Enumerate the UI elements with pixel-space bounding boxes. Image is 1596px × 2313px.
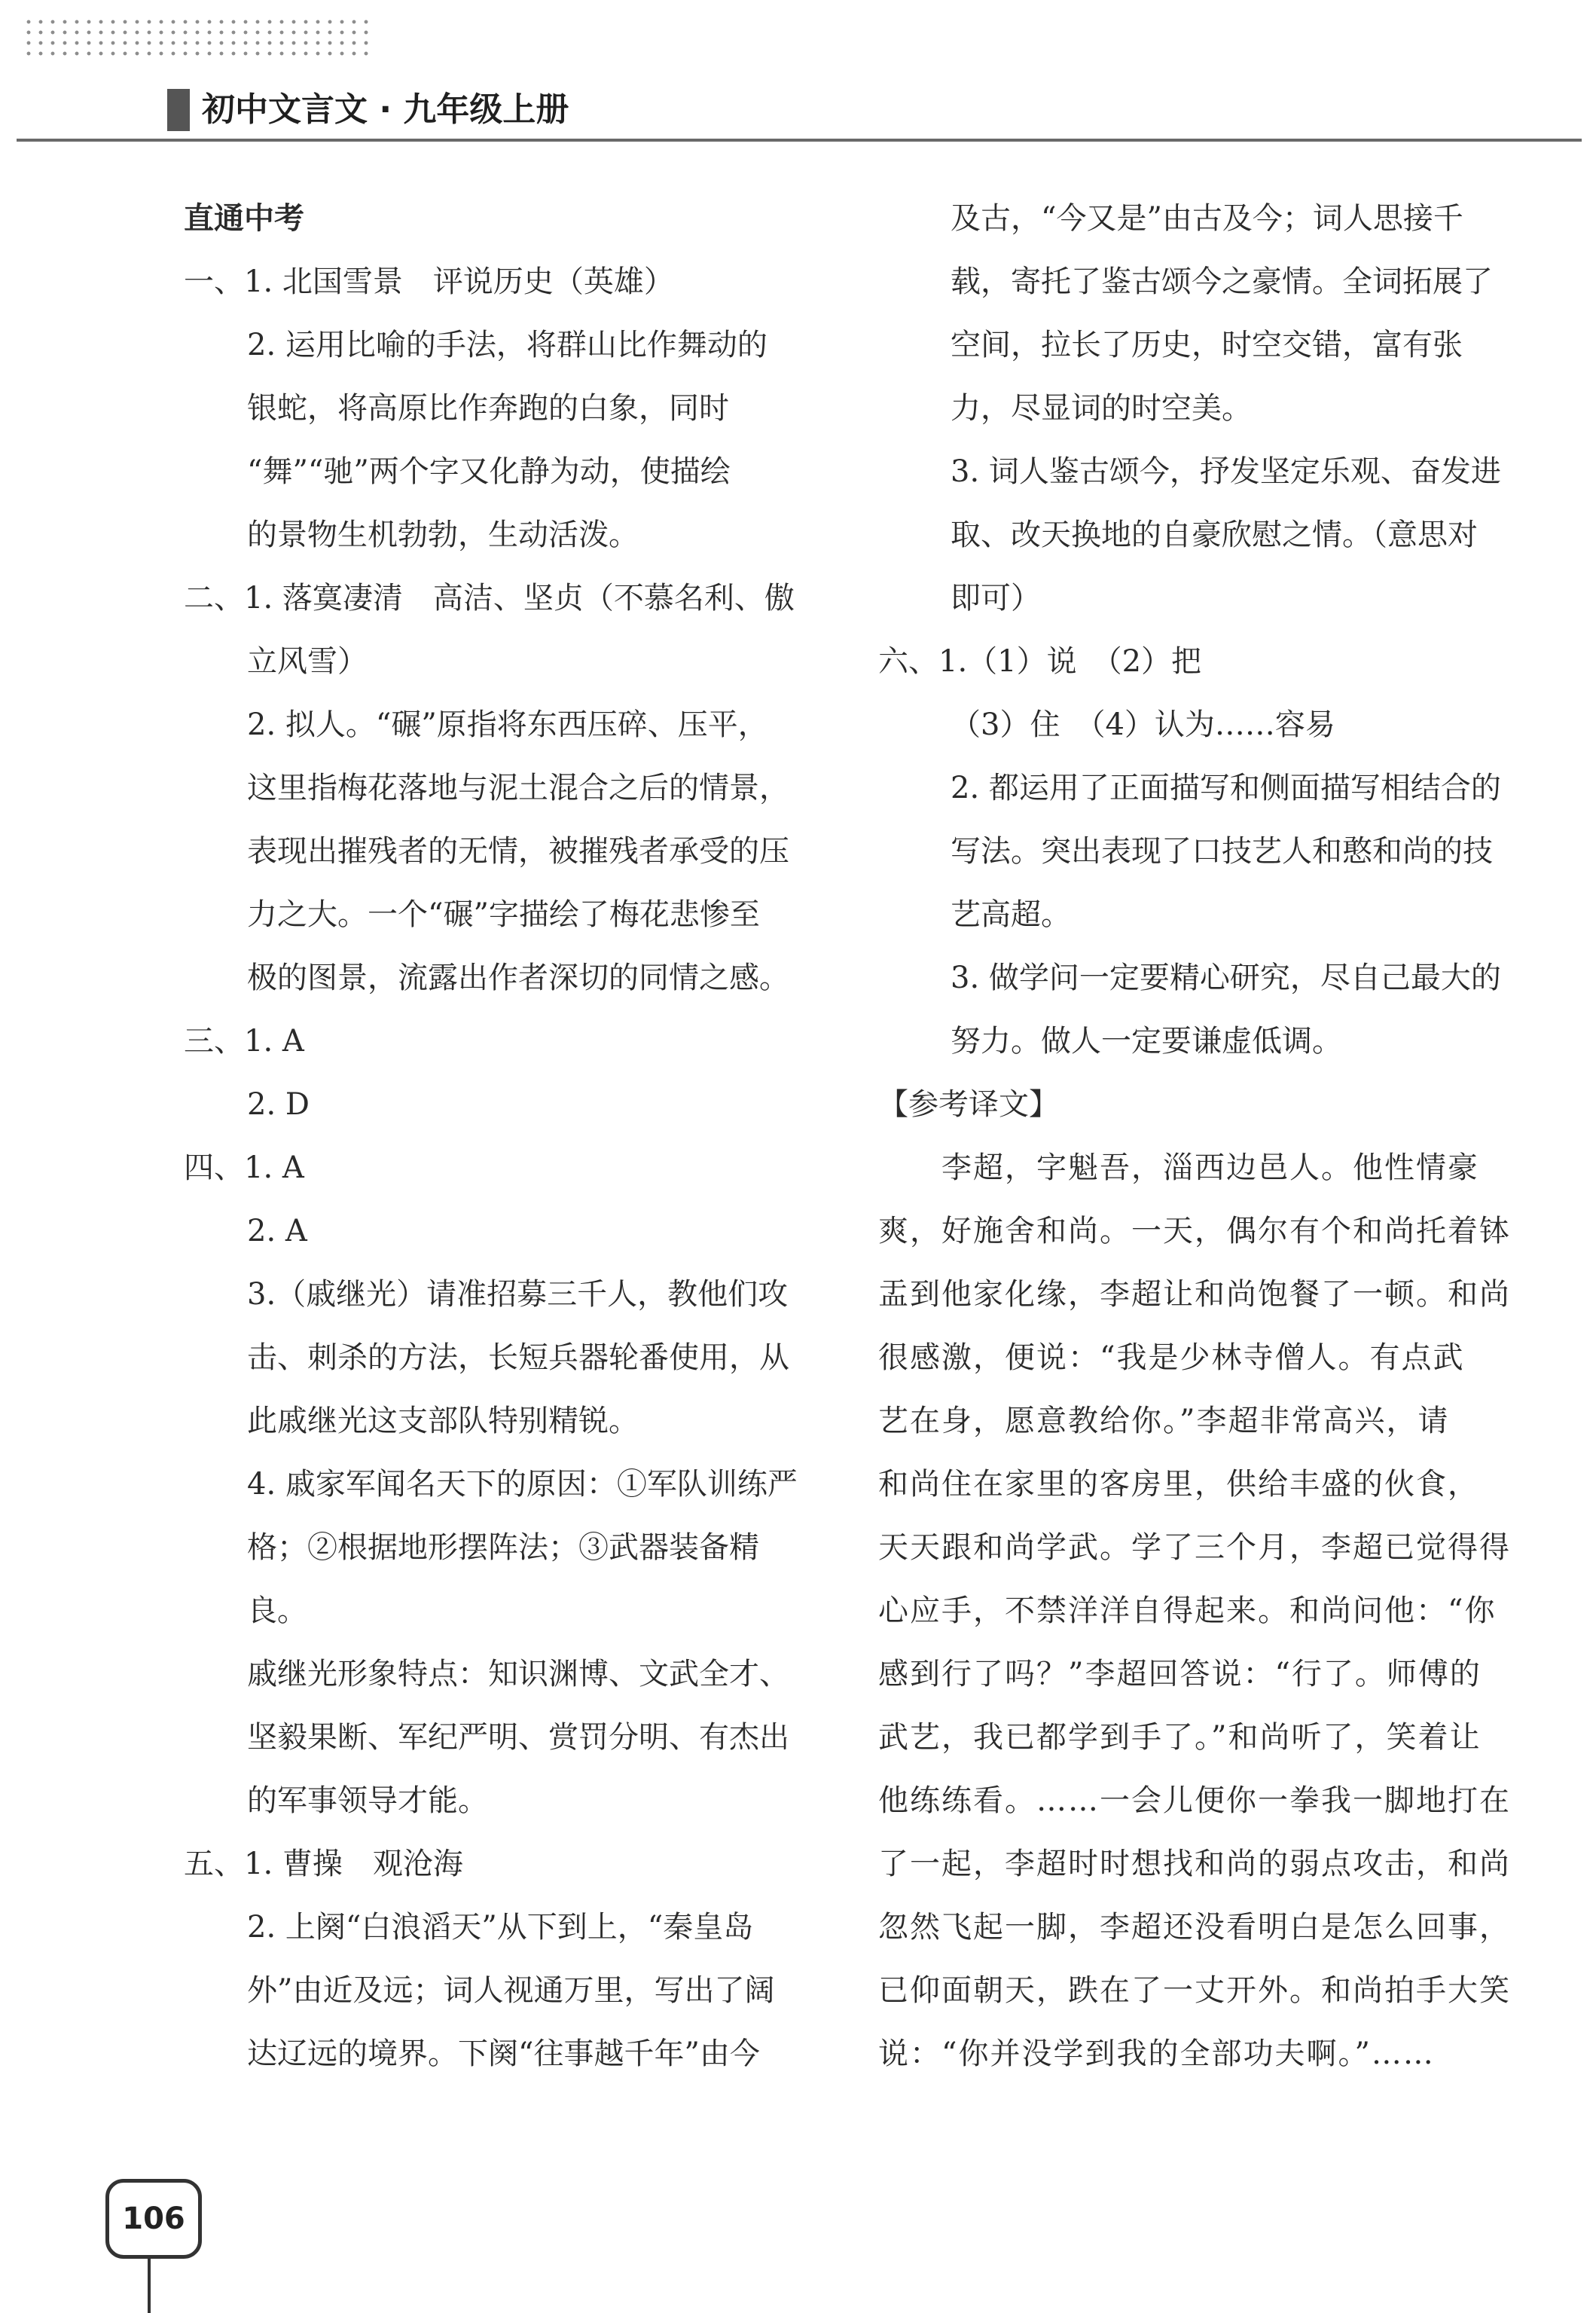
left-column-line: 银蛇，将高原比作奔跑的白象，同时 bbox=[247, 391, 729, 426]
right-column-line: 盂到他家化缘，李超让和尚饱餐了一顿。和尚 bbox=[878, 1277, 1511, 1312]
right-column-line: 很感激，便说：“我是少林寺僧人。有点武 bbox=[878, 1340, 1465, 1375]
left-column-line: 2. D bbox=[247, 1087, 310, 1122]
right-column-line: 已仰面朝天，跌在了一丈开外。和尚拍手大笑 bbox=[878, 1973, 1511, 2008]
left-column-line: “舞”“驰”两个字又化静为动，使描绘 bbox=[247, 454, 731, 489]
right-column-line: 他练练看。……一会儿便你一拳我一脚地打在 bbox=[878, 1783, 1511, 1818]
right-column-line: 了一起，李超时时想找和尚的弱点攻击，和尚 bbox=[878, 1847, 1511, 1881]
right-column-line: 【参考译文】 bbox=[878, 1087, 1059, 1122]
left-column bbox=[184, 187, 832, 2085]
right-column-line: 3. 做学问一定要精心研究，尽自己最大的 bbox=[951, 961, 1501, 995]
header-divider bbox=[17, 139, 1582, 142]
left-column-line: 达辽远的境界。下阕“往事越千年”由今 bbox=[247, 2036, 760, 2071]
left-column-line: 极的图景，流露出作者深切的同情之感。 bbox=[247, 961, 789, 995]
left-column-line: 三、1. A bbox=[184, 1024, 304, 1059]
right-column-line: （3）住 （4）认为……容易 bbox=[951, 707, 1335, 742]
left-column-line: 一、1. 北国雪景 评说历史（英雄） bbox=[184, 264, 674, 299]
left-column-line: 2. 拟人。“碾”原指将东西压碎、压平， bbox=[247, 707, 768, 742]
left-column-line: 良。 bbox=[247, 1593, 307, 1628]
right-column-line: 及古，“今又是”由古及今；词人思接千 bbox=[951, 201, 1463, 236]
right-column-line: 艺在身，愿意教给你。”李超非常高兴，请 bbox=[878, 1404, 1450, 1438]
right-column-line: 心应手，不禁洋洋自得起来。和尚问他：“你 bbox=[878, 1593, 1497, 1628]
left-column-line: 2. 运用比喻的手法，将群山比作舞动的 bbox=[247, 328, 767, 362]
right-column bbox=[878, 187, 1526, 2085]
right-column-line: 感到行了吗？”李超回答说：“行了。师傅的 bbox=[878, 1657, 1482, 1691]
right-column-line: 爽，好施舍和尚。一天，偶尔有个和尚托着钵 bbox=[878, 1214, 1511, 1248]
right-column-line: 2. 都运用了正面描写和侧面描写相结合的 bbox=[951, 771, 1501, 805]
left-column-line: 五、1. 曹操 观沧海 bbox=[184, 1847, 463, 1881]
left-column-line: 此戚继光这支部队特别精锐。 bbox=[247, 1404, 639, 1438]
header-accent-bar bbox=[167, 89, 190, 131]
left-column-line: 的景物生机勃勃，生动活泼。 bbox=[247, 518, 639, 552]
left-column-line: 这里指梅花落地与泥土混合之后的情景， bbox=[247, 771, 789, 805]
right-column-line: 说：“你并没学到我的全部功夫啊。”…… bbox=[878, 2036, 1435, 2071]
header-dot-pattern bbox=[23, 17, 369, 59]
right-column-line: 忽然飞起一脚，李超还没看明白是怎么回事， bbox=[878, 1910, 1511, 1945]
left-column-line: 表现出摧残者的无情，被摧残者承受的压 bbox=[247, 834, 789, 869]
left-column-line: 的军事领导才能。 bbox=[247, 1783, 488, 1818]
left-column-line: 3.（戚继光）请准招募三千人，教他们攻 bbox=[247, 1277, 789, 1312]
right-column-line: 和尚住在家里的客房里，供给丰盛的伙食， bbox=[878, 1467, 1479, 1502]
page-number-stem bbox=[148, 2257, 151, 2313]
left-column-line: 立风雪） bbox=[247, 644, 368, 679]
left-column-line: 四、1. A bbox=[184, 1150, 304, 1185]
right-column-line: 武艺，我已都学到手了。”和尚听了，笑着让 bbox=[878, 1720, 1482, 1755]
left-column-line: 2. 上阕“白浪滔天”从下到上，“秦皇岛 bbox=[247, 1910, 754, 1945]
left-column-line: 4. 戚家军闻名天下的原因：①军队训练严 bbox=[247, 1467, 798, 1502]
right-column-line: 艺高超。 bbox=[951, 897, 1071, 932]
left-column-line: 力之大。一个“碾”字描绘了梅花悲惨至 bbox=[247, 897, 760, 932]
left-column-line: 坚毅果断、军纪严明、赏罚分明、有杰出 bbox=[247, 1720, 789, 1755]
left-column-line: 二、1. 落寞凄清 高洁、坚贞（不慕名利、傲 bbox=[184, 581, 795, 616]
right-column-line: 载，寄托了鉴古颂今之豪情。全词拓展了 bbox=[951, 264, 1493, 299]
left-column-line: 戚继光形象特点：知识渊博、文武全才、 bbox=[247, 1657, 789, 1691]
right-column-line: 努力。做人一定要谦虚低调。 bbox=[951, 1024, 1342, 1059]
right-column-line: 即可） bbox=[951, 581, 1041, 616]
left-column-line: 格；②根据地形摆阵法；③武器装备精 bbox=[247, 1530, 759, 1565]
right-column-line: 六、1.（1）说 （2）把 bbox=[878, 644, 1202, 679]
left-column-line: 击、刺杀的方法，长短兵器轮番使用，从 bbox=[247, 1340, 789, 1375]
right-column-line: 取、改天换地的自豪欣慰之情。（意思对 bbox=[951, 518, 1478, 552]
right-column-line: 李超，字魁吾，淄西边邑人。他性情豪 bbox=[878, 1150, 1479, 1185]
page-number: 106 bbox=[105, 2179, 202, 2259]
right-column-line: 空间，拉长了历史，时空交错，富有张 bbox=[951, 328, 1463, 362]
right-column-line: 力，尽显词的时空美。 bbox=[951, 391, 1252, 426]
right-column-line: 3. 词人鉴古颂今，抒发坚定乐观、奋发进 bbox=[951, 454, 1501, 489]
right-column-line: 写法。突出表现了口技艺人和憨和尚的技 bbox=[951, 834, 1493, 869]
right-column-line: 天天跟和尚学武。学了三个月，李超已觉得得 bbox=[878, 1530, 1511, 1565]
header-title: 初中文言文 · 九年级上册 bbox=[202, 90, 569, 129]
left-column-line: 外”由近及远；词人视通万里，写出了阔 bbox=[247, 1973, 775, 2008]
left-column-line: 2. A bbox=[247, 1214, 307, 1248]
left-column-line: 直通中考 bbox=[184, 201, 304, 236]
